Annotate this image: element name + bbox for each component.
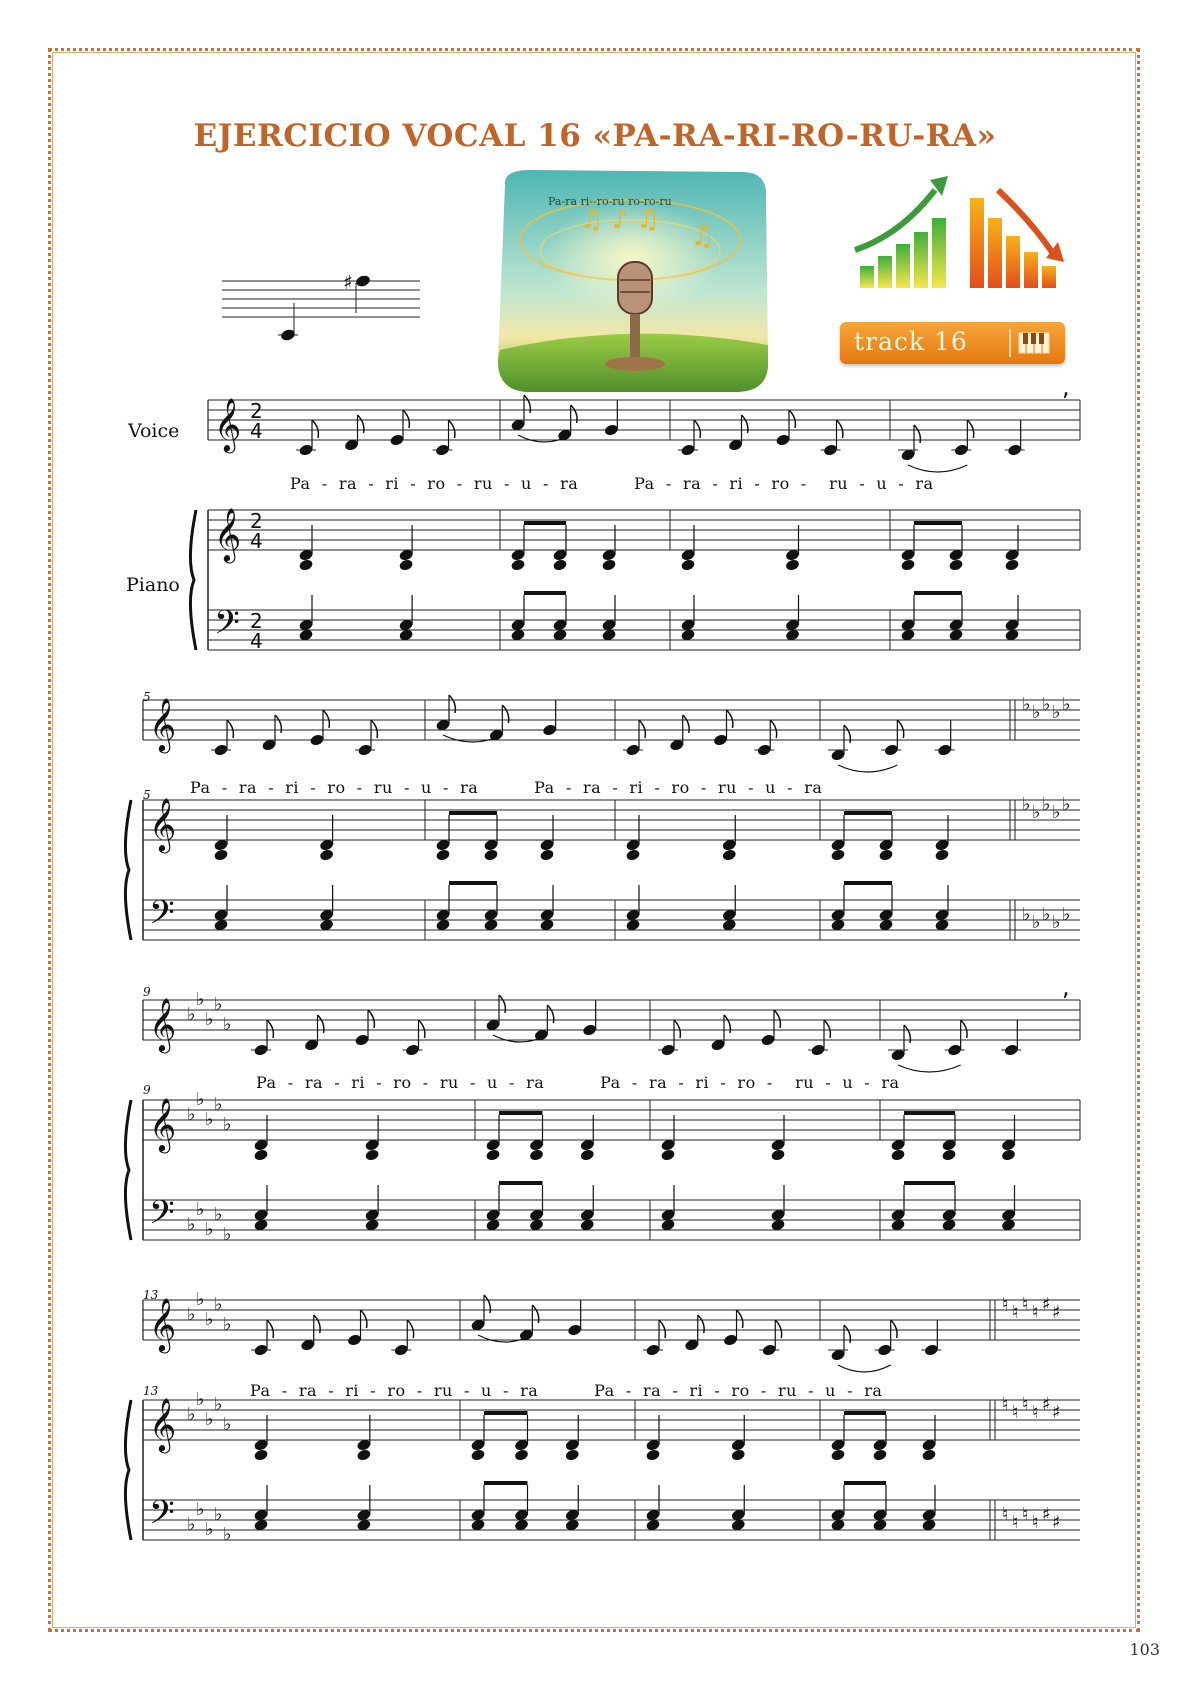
piano-chord-note	[364, 1148, 379, 1161]
piano-chord-note	[934, 848, 949, 861]
key-change: ♮	[1012, 1402, 1019, 1423]
key-change: ♭	[1022, 904, 1031, 925]
key-change: ♮	[1012, 1512, 1019, 1533]
key-signature: ♭	[205, 1409, 214, 1430]
piano-chord-note	[356, 1448, 371, 1461]
piano-chord-note	[921, 1448, 936, 1461]
piano-chord-note	[253, 1148, 268, 1161]
piano-chord-note	[722, 848, 737, 861]
svg-text:♫ ♪ ♫: ♫ ♪ ♫	[580, 205, 660, 235]
piano-chord-note	[785, 558, 800, 571]
note-flag	[361, 1310, 367, 1328]
time-signature: 2	[250, 609, 263, 633]
piano-chord-note	[660, 1148, 675, 1161]
piano-chord-note	[470, 1448, 485, 1461]
piano-chord-note	[890, 1148, 905, 1161]
piano-chord-note	[398, 558, 413, 571]
note-flag	[371, 720, 377, 738]
note-flag	[267, 1020, 273, 1038]
key-change: ♯	[1042, 1394, 1051, 1415]
piano-chord-note	[552, 558, 567, 571]
key-signature: ♭	[223, 1524, 232, 1545]
piano-chord-note	[319, 848, 334, 861]
bass-clef: 𝄢	[149, 894, 175, 940]
note-flag	[312, 420, 318, 438]
piano-chord-note	[539, 848, 554, 861]
key-signature: ♭	[196, 989, 205, 1010]
treble-clef: 𝄞	[149, 797, 177, 851]
key-signature: ♭	[205, 1309, 214, 1330]
key-change: ♮	[1022, 1394, 1029, 1415]
note-flag	[407, 1320, 413, 1338]
key-signature: ♭	[187, 1304, 196, 1325]
key-change: ♮	[1022, 1504, 1029, 1525]
piano-chord-note	[1001, 1148, 1016, 1161]
key-signature: ♭	[205, 1009, 214, 1030]
key-signature: ♭	[187, 1404, 196, 1425]
key-signature: ♭	[214, 1394, 223, 1415]
key-signature: ♭	[187, 1514, 196, 1535]
key-change: ♮	[1012, 1302, 1019, 1323]
treble-clef: 𝄞	[149, 1397, 177, 1451]
note-flag	[824, 1020, 830, 1038]
key-signature: ♭	[223, 1224, 232, 1245]
key-signature: ♭	[196, 1499, 205, 1520]
page-number: 103	[1129, 1640, 1160, 1659]
key-signature: ♭	[214, 1204, 223, 1225]
slur	[898, 1065, 961, 1072]
note-flag	[770, 720, 776, 738]
piano-chord-note	[253, 1448, 268, 1461]
measure-number: 5	[143, 690, 151, 704]
key-signature: ♭	[205, 1519, 214, 1540]
piano-chord-note	[830, 1448, 845, 1461]
breath-mark: ,	[1062, 373, 1070, 401]
slur	[838, 1365, 891, 1372]
piano-chord-note	[514, 1448, 529, 1461]
key-change: ♭	[1042, 904, 1051, 925]
key-change: ♮	[1032, 1512, 1039, 1533]
note-flag	[403, 410, 409, 428]
measure-number: 9	[143, 1083, 151, 1097]
note-flag	[227, 720, 233, 738]
piano-chord-note	[213, 848, 228, 861]
time-signature: 4	[250, 419, 263, 443]
key-change: ♮	[1002, 1504, 1009, 1525]
key-signature: ♭	[205, 1109, 214, 1130]
treble-clef: 𝄞	[149, 1097, 177, 1151]
key-change: ♮	[1022, 1294, 1029, 1315]
key-signature: ♭	[223, 1314, 232, 1335]
key-change: ♭	[1062, 694, 1071, 715]
piano-chord-note	[601, 558, 616, 571]
key-signature: ♭	[214, 994, 223, 1015]
bass-clef: 𝄢	[214, 604, 240, 650]
key-signature: ♭	[214, 1094, 223, 1115]
brace	[125, 800, 131, 940]
note-flag	[368, 1010, 374, 1028]
key-signature: ♭	[214, 1504, 223, 1525]
piano-chord-note	[878, 848, 893, 861]
note-flag	[737, 1310, 743, 1328]
time-signature: 4	[250, 529, 263, 553]
track-label: track 16	[854, 327, 968, 356]
key-signature: ♭	[196, 1199, 205, 1220]
note-flag	[789, 410, 795, 428]
key-signature: ♭	[196, 1389, 205, 1410]
lyrics-line: Pa - ra - ri - ro - ru - u - ra Pa - ra - ri - ro - ru - u - ra	[190, 778, 823, 797]
measure-number: 13	[143, 1288, 159, 1302]
key-change: ♯	[1042, 1504, 1051, 1525]
piano-chord-note	[645, 1448, 660, 1461]
brace	[125, 1400, 131, 1540]
key-signature: ♭	[187, 1104, 196, 1125]
piano-chord-note	[529, 1148, 544, 1161]
slur	[908, 465, 967, 472]
treble-clef: 𝄞	[149, 697, 177, 751]
piano-chord-note	[680, 558, 695, 571]
key-signature: ♭	[196, 1089, 205, 1110]
treble-clef: 𝄞	[214, 397, 242, 451]
time-signature: 2	[250, 509, 263, 533]
piano-chord-note	[483, 848, 498, 861]
piano-chord-note	[510, 558, 525, 571]
piano-chord-note	[948, 558, 963, 571]
note-flag	[449, 420, 455, 438]
measure-number: 9	[143, 985, 151, 999]
key-change: ♭	[1032, 702, 1041, 723]
piano-chord-note	[872, 1448, 887, 1461]
time-signature: 4	[250, 629, 263, 653]
key-change: ♭	[1032, 912, 1041, 933]
bass-clef: 𝄢	[149, 1494, 175, 1540]
brace	[125, 1100, 131, 1240]
note-flag	[837, 420, 843, 438]
note-flag	[267, 1320, 273, 1338]
piano-label: Piano	[126, 574, 180, 596]
note-flag	[694, 420, 700, 438]
key-change: ♯	[1052, 1512, 1061, 1533]
bass-clef: 𝄢	[149, 1194, 175, 1240]
key-change: ♯	[1042, 1294, 1051, 1315]
key-change: ♮	[1032, 1302, 1039, 1323]
key-change: ♭	[1062, 794, 1071, 815]
key-change: ♭	[1052, 702, 1061, 723]
time-signature: 2	[250, 399, 263, 423]
svg-text:♫: ♫	[690, 219, 716, 252]
key-change: ♯	[1052, 1402, 1061, 1423]
piano-chord-note	[565, 1448, 580, 1461]
note-flag	[775, 1320, 781, 1338]
measure-number: 13	[143, 1384, 159, 1398]
note-flag	[419, 1020, 425, 1038]
key-change: ♭	[1042, 794, 1051, 815]
key-change: ♮	[1032, 1402, 1039, 1423]
key-change: ♯	[1052, 1302, 1061, 1323]
piano-chord-note	[770, 1148, 785, 1161]
note-flag	[323, 710, 329, 728]
voice-label: Voice	[128, 420, 180, 442]
slur	[838, 765, 897, 772]
lyrics-line: Pa - ra - ri - ro - ru - u - ra Pa - ra - ri - ro - ru - u - ra	[256, 1073, 900, 1092]
piano-chord-note	[731, 1448, 746, 1461]
key-signature: ♭	[223, 1114, 232, 1135]
piano-chord-note	[298, 558, 313, 571]
key-signature: ♭	[196, 1289, 205, 1310]
treble-clef: 𝄞	[214, 507, 242, 561]
piano-chord-note	[900, 558, 915, 571]
lyrics-line: Pa - ra - ri - ro - ru - u - ra Pa - ra - ri - ro - ru - u - ra	[250, 1381, 883, 1400]
svg-text:Pa-ra ri--ro-ru ro-ro-ru: Pa-ra ri--ro-ru ro-ro-ru	[548, 195, 672, 208]
key-change: ♭	[1032, 802, 1041, 823]
key-change: ♮	[1002, 1394, 1009, 1415]
note-flag	[891, 1320, 897, 1338]
piano-chord-note	[830, 848, 845, 861]
piano-chord-note	[1004, 558, 1019, 571]
piano-chord-note	[435, 848, 450, 861]
treble-clef: 𝄞	[149, 997, 177, 1051]
note-flag	[774, 1010, 780, 1028]
piano-chord-note	[941, 1148, 956, 1161]
piano-chord-note	[625, 848, 640, 861]
key-change: ♮	[1002, 1294, 1009, 1315]
measure-number: 5	[143, 788, 151, 802]
key-change: ♭	[1022, 794, 1031, 815]
key-signature: ♭	[223, 1014, 232, 1035]
note-flag	[727, 710, 733, 728]
note-flag	[967, 420, 973, 438]
svg-text:♯: ♯	[343, 270, 353, 294]
key-change: ♭	[1052, 802, 1061, 823]
note-flag	[674, 1020, 680, 1038]
note-flag	[961, 1020, 967, 1038]
key-signature: ♭	[223, 1414, 232, 1435]
key-signature: ♭	[205, 1219, 214, 1240]
key-signature: ♭	[187, 1214, 196, 1235]
treble-clef: 𝄞	[149, 1297, 177, 1351]
key-change: ♭	[1022, 694, 1031, 715]
key-change: ♭	[1052, 912, 1061, 933]
piano-chord-note	[485, 1148, 500, 1161]
breath-mark: ,	[1062, 973, 1070, 1001]
key-signature: ♭	[187, 1004, 196, 1025]
key-change: ♭	[1042, 694, 1051, 715]
note-flag	[897, 720, 903, 738]
page-title: EJERCICIO VOCAL 16 «PA-RA-RI-RO-RU-RA»	[193, 118, 997, 154]
key-signature: ♭	[214, 1294, 223, 1315]
piano-chord-note	[580, 1148, 595, 1161]
key-change: ♭	[1062, 904, 1071, 925]
note-flag	[639, 720, 645, 738]
brace	[190, 510, 196, 650]
note-flag	[659, 1320, 665, 1338]
lyrics-line: Pa - ra - ri - ro - ru - u - ra Pa - ra - ri - ro - ru - u - ra	[290, 474, 934, 493]
